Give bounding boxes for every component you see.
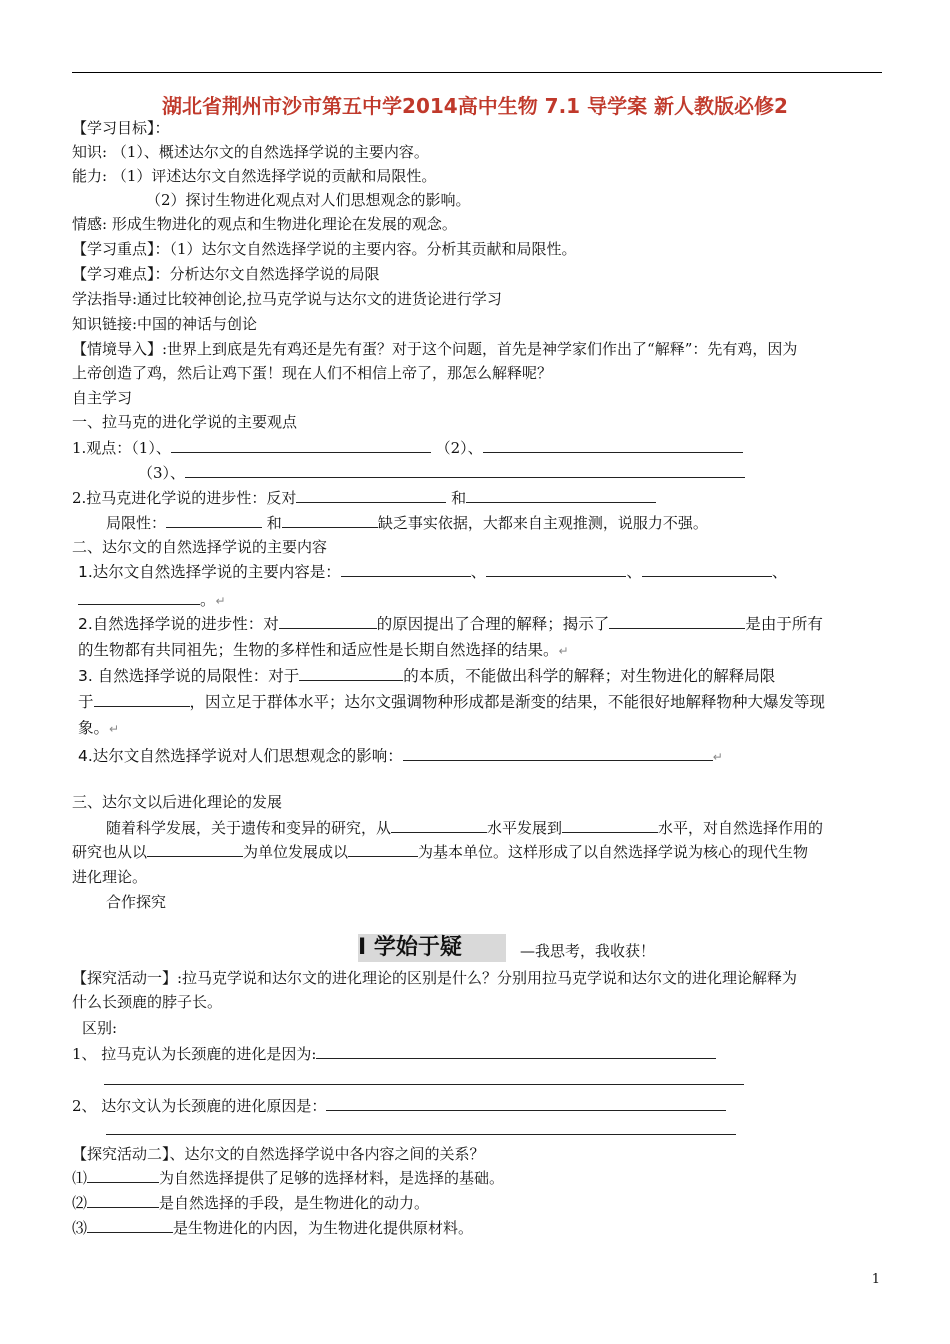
answer-blank[interactable] — [341, 562, 471, 577]
answer-blank[interactable] — [296, 488, 446, 503]
activity1-q2: 2、 达尔文认为长颈鹿的进化原因是： — [72, 1094, 726, 1118]
answer-blank[interactable] — [642, 562, 772, 577]
section1-heading: 一、拉马克的进化学说的主要观点 — [72, 413, 298, 431]
answer-blank[interactable] — [185, 463, 745, 478]
answer-blank[interactable] — [87, 1168, 159, 1183]
section2-q3: 3. 自然选择学说的局限性：对于 的本质，不能做出科学的解释；对生物进化的解释局限 — [78, 667, 776, 685]
activity1-difference: 区别: — [82, 1019, 118, 1037]
section-banner-subtitle: —我思考，我收获！ — [520, 942, 656, 960]
answer-blank[interactable] — [299, 666, 403, 681]
activity1-q1-cont — [104, 1068, 744, 1092]
section2-q4: 4.达尔文自然选择学说对人们思想观念的影响： ↵ — [78, 747, 723, 765]
header-rule — [72, 72, 882, 73]
activity1-q2-cont — [106, 1118, 736, 1142]
section2-q2-cont: 的生物都有共同祖先；生物的多样性和适应性是长期自然选择的结果。↵ — [78, 641, 569, 659]
section3-para-3: 进化理论。 — [72, 868, 148, 886]
activity2-heading: 【探究活动二】、达尔文的自然选择学说中各内容之间的关系？ — [72, 1145, 485, 1163]
section2-heading: 二、达尔文的自然选择学说的主要内容 — [72, 538, 328, 556]
activity1-line-2: 什么长颈鹿的脖子长。 — [72, 993, 223, 1011]
answer-blank[interactable] — [87, 1218, 173, 1233]
answer-blank[interactable] — [316, 1044, 716, 1059]
answer-blank[interactable] — [403, 746, 713, 761]
answer-blank[interactable] — [104, 1070, 744, 1085]
self-study-label: 自主学习 — [72, 389, 133, 407]
answer-blank[interactable] — [609, 614, 745, 629]
answer-blank[interactable] — [166, 513, 262, 528]
goal-ability-2: （2）探讨生物进化观点对人们思想观念的影响。 — [146, 191, 471, 209]
difficulty: 【学习难点】：分析达尔文自然选择学说的局限 — [72, 265, 380, 283]
section2-q3-cont: 于 ，因立足于群体水平；达尔文强调物种形成都是渐变的结果，不能很好地解释物种大爆发等现 — [78, 693, 826, 711]
answer-blank[interactable] — [147, 842, 243, 857]
answer-blank[interactable] — [483, 438, 743, 453]
answer-blank[interactable] — [391, 818, 487, 833]
answer-blank[interactable] — [348, 842, 418, 857]
section1-q1: 1.观点：（1）、 （2）、 — [72, 436, 743, 460]
answer-blank[interactable] — [106, 1120, 736, 1135]
page-number: 1 — [871, 1272, 880, 1287]
goal-knowledge: 知识: （1）、概述达尔文的自然选择学说的主要内容。 — [72, 143, 429, 161]
answer-blank[interactable] — [326, 1096, 726, 1111]
goals-heading: 【学习目标】： — [72, 119, 170, 137]
activity1-q1: 1、 拉马克认为长颈鹿的进化是因为: — [72, 1042, 716, 1066]
document-title: 湖北省荆州市沙市第五中学2014高中生物 7.1 导学案 新人教版必修2 — [162, 94, 788, 118]
section2-q2: 2.自然选择学说的进步性：对 的原因提出了合理的解释；揭示了 是由于所有 — [78, 615, 823, 633]
section1-q1-3: （3）、 — [138, 461, 745, 485]
intro-line-1: 【情境导入】:世界上到底是先有鸡还是先有蛋？对于这个问题，首先是神学家们作出了“解释”：先有鸡，因为 — [72, 340, 798, 358]
answer-blank[interactable] — [94, 692, 190, 707]
answer-blank[interactable] — [486, 562, 626, 577]
section3-para-2: 研究也从以 为单位发展成以 为基本单位。这样形成了以自然选择学说为核心的现代生物 — [72, 843, 809, 861]
section3-para-1: 随着科学发展，关于遗传和变异的研究，从 水平发展到 水平，对自然选择作用的 — [106, 819, 824, 837]
cooperation-label: 合作探究 — [106, 893, 167, 911]
answer-blank[interactable] — [282, 513, 378, 528]
goal-emotion: 情感: 形成生物进化的观点和生物进化理论在发展的观念。 — [72, 215, 457, 233]
goal-ability-1: 能力: （1）评述达尔文自然选择学说的贡献和局限性。 — [72, 167, 437, 185]
answer-blank[interactable] — [171, 438, 431, 453]
section-banner-title: Ⅰ 学始于疑 — [358, 935, 462, 960]
section2-q1-cont: 。↵ — [78, 588, 226, 613]
answer-blank[interactable] — [87, 1193, 159, 1208]
answer-blank[interactable] — [562, 818, 658, 833]
answer-blank[interactable] — [466, 488, 656, 503]
knowledge-link: 知识链接:中国的神话与创论 — [72, 315, 258, 333]
section2-q1: 1.达尔文自然选择学说的主要内容是： 、 、 、 — [78, 563, 788, 581]
section2-q3-end: 象。↵ — [78, 719, 120, 737]
activity1-line-1: 【探究活动一】:拉马克学说和达尔文的进化理论的区别是什么？分别用拉马克学说和达尔文的进化理论解释为 — [72, 969, 798, 987]
activity2-q3: ⑶ 是生物进化的内因，为生物进化提供原材料。 — [72, 1219, 474, 1237]
activity2-q1: ⑴ 为自然选择提供了足够的选择材料，是选择的基础。 — [72, 1169, 505, 1187]
study-method: 学法指导:通过比较神创论,拉马克学说与达尔文的进货论进行学习 — [72, 290, 502, 308]
answer-blank[interactable] — [78, 590, 200, 605]
section1-q3: 局限性： 和 缺乏事实依据，大都来自主观推测，说服力不强。 — [106, 514, 708, 532]
section1-q2: 2.拉马克进化学说的进步性：反对 和 — [72, 486, 656, 510]
key-points: 【学习重点】：（1）达尔文自然选择学说的主要内容。分析其贡献和局限性。 — [72, 240, 577, 258]
section3-heading: 三、达尔文以后进化理论的发展 — [72, 793, 283, 811]
activity2-q2: ⑵ 是自然选择的手段，是生物进化的动力。 — [72, 1194, 430, 1212]
intro-line-2: 上帝创造了鸡，然后让鸡下蛋！现在人们不相信上帝了，那怎么解释呢？ — [72, 364, 553, 382]
answer-blank[interactable] — [279, 614, 377, 629]
